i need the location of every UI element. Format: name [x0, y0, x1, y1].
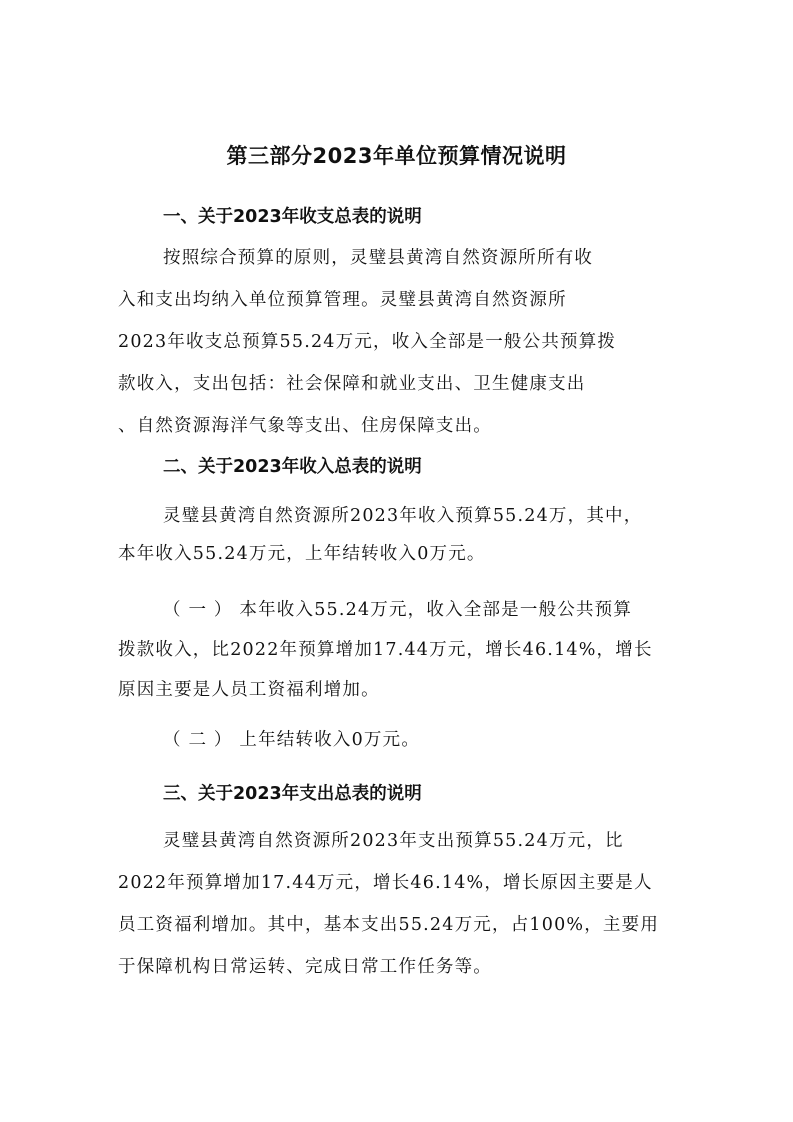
paragraph-line: 于保障机构日常运转、完成日常工作任务等。 — [118, 957, 492, 977]
paragraph-line: 款收入，支出包括：社会保障和就业支出、卫生健康支出 — [118, 374, 586, 394]
subsection-line: 拨款收入，比2022年预算增加17.44万元，增长46.14%，增长 — [118, 640, 653, 660]
paragraph-line: 本年收入55.24万元，上年结转收入0万元。 — [118, 544, 486, 564]
section-heading-3: 三、关于2023年支出总表的说明 — [163, 784, 422, 804]
section-heading-2: 二、关于2023年收入总表的说明 — [163, 457, 422, 477]
section-heading-1: 一、关于2023年收支总表的说明 — [163, 207, 422, 227]
paragraph-line: 2023年收支总预算55.24万元，收入全部是一般公共预算拨 — [118, 332, 617, 352]
paragraph-line: 、自然资源海洋气象等支出、住房保障支出。 — [118, 416, 492, 436]
paragraph-line: 2022年预算增加17.44万元，增长46.14%，增长原因主要是人 — [118, 873, 653, 893]
subsection-line: （ 二 ） 上年结转收入0万元。 — [163, 730, 421, 750]
paragraph-line: 灵璧县黄湾自然资源所2023年支出预算55.24万元，比 — [163, 831, 624, 851]
page-title: 第三部分2023年单位预算情况说明 — [226, 144, 567, 168]
paragraph-line: 入和支出均纳入单位预算管理。灵璧县黄湾自然资源所 — [118, 290, 567, 310]
subsection-line: 原因主要是人员工资福利增加。 — [118, 680, 380, 700]
subsection-line: （ 一 ） 本年收入55.24万元，收入全部是一般公共预算 — [163, 600, 633, 620]
paragraph-line: 员工资福利增加。其中，基本支出55.24万元，占100%，主要用 — [118, 915, 660, 935]
paragraph-line: 灵璧县黄湾自然资源所2023年收入预算55.24万，其中， — [163, 506, 643, 526]
paragraph-line: 按照综合预算的原则，灵璧县黄湾自然资源所所有收 — [163, 248, 594, 268]
